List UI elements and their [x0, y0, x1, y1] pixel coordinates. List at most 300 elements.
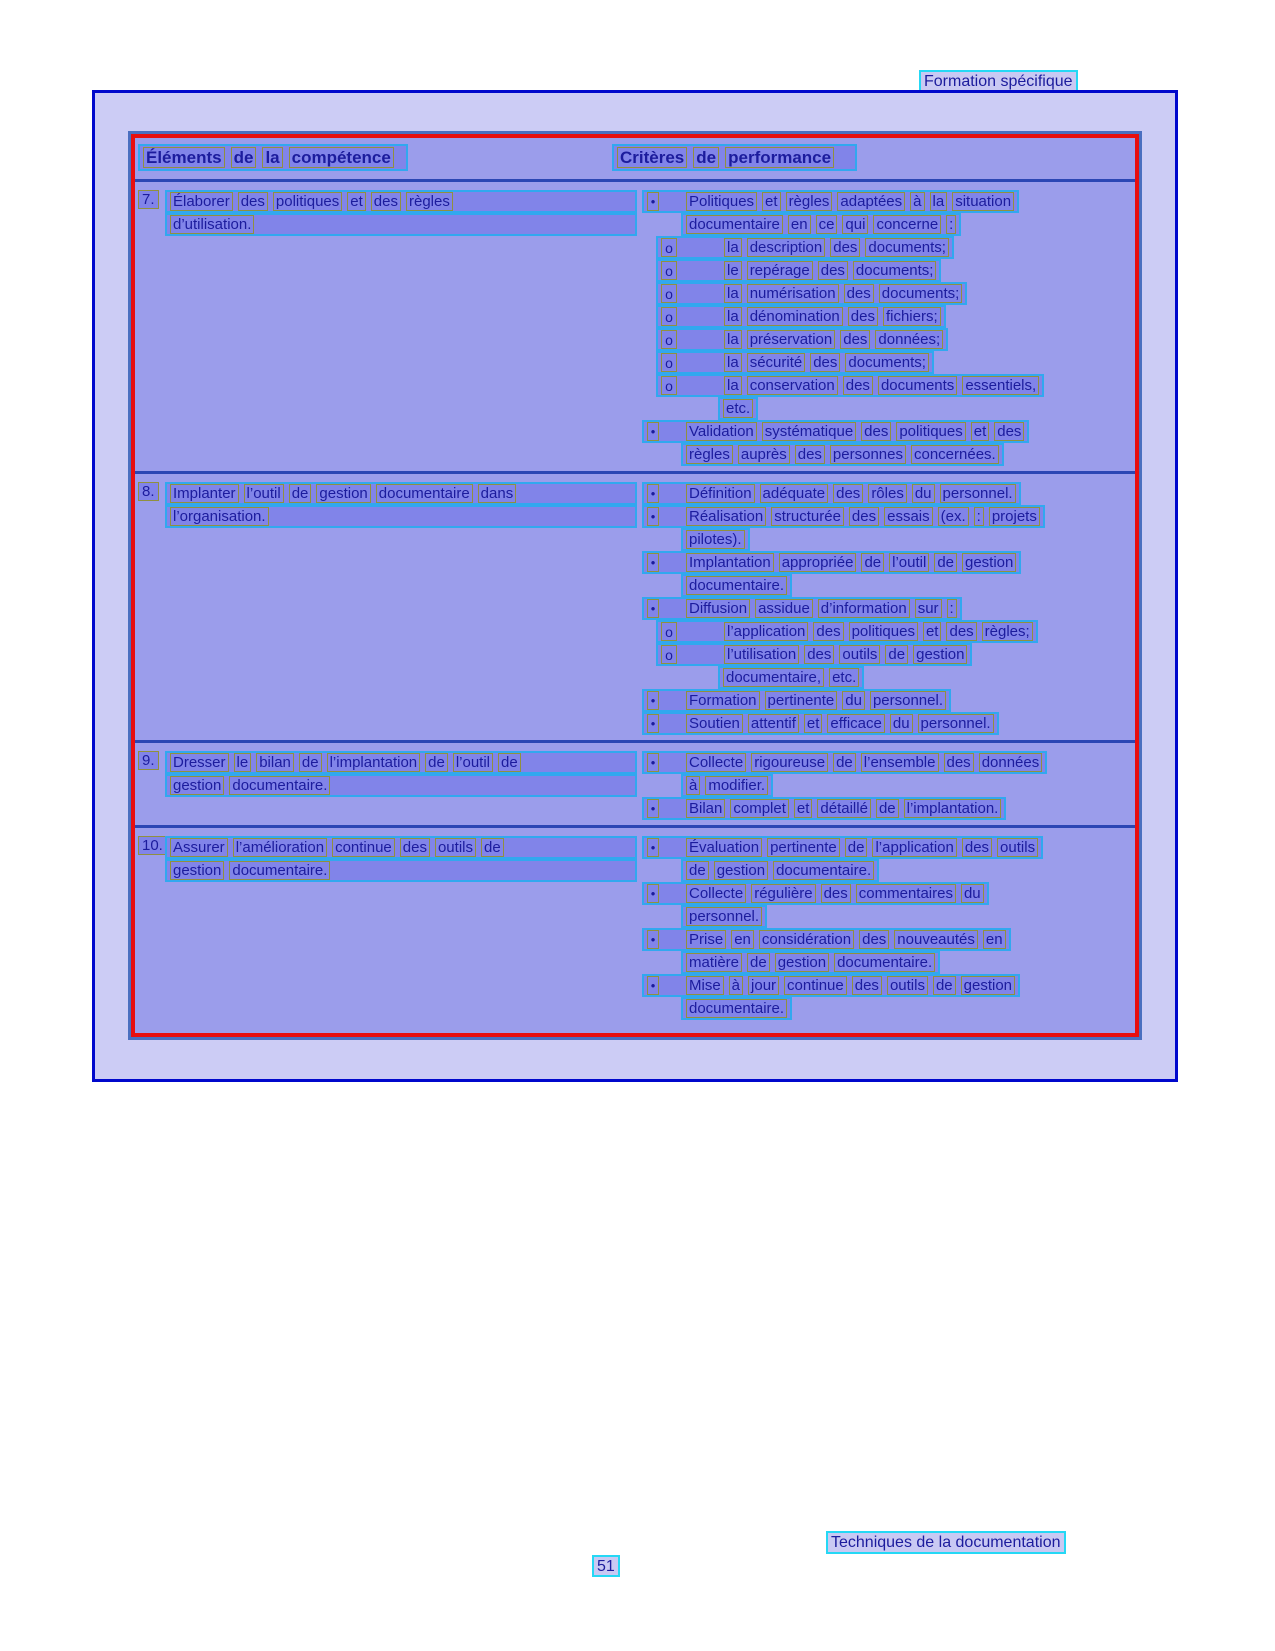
- word-box: en: [788, 215, 811, 234]
- word-box: documents: [878, 376, 957, 395]
- word-box: description: [747, 238, 826, 257]
- word-box: des: [821, 884, 851, 903]
- word-box: en: [983, 930, 1006, 949]
- word-box: Dresser: [170, 753, 229, 772]
- text-line: [642, 689, 951, 712]
- word-box: dénomination: [747, 307, 843, 326]
- word-box: politiques: [273, 192, 342, 211]
- word-box: documents;: [853, 261, 937, 280]
- word-box: de: [876, 799, 899, 818]
- word-box: de: [933, 976, 956, 995]
- word-box: règles: [406, 192, 453, 211]
- criteria-item: [642, 597, 1135, 620]
- text-line: [656, 282, 967, 305]
- word-box: Implanter: [170, 484, 239, 503]
- word-box: règles;: [982, 622, 1033, 641]
- text-line: [642, 836, 1043, 859]
- word-box: complet: [730, 799, 789, 818]
- text-line: [681, 774, 773, 797]
- word-box: des: [849, 507, 879, 526]
- bullet-marker-icon: •: [647, 799, 659, 818]
- word-box: Élaborer: [170, 192, 233, 211]
- criteria-item: [656, 236, 1135, 259]
- element-cell: [165, 482, 637, 528]
- competence-table: [128, 131, 1142, 1040]
- word-box: Collecte: [686, 753, 746, 772]
- header-elements: [138, 144, 408, 171]
- word-box: et: [347, 192, 366, 211]
- word-box: gestion: [961, 976, 1015, 995]
- word-box: l’amélioration: [233, 838, 327, 857]
- text-line: [718, 397, 758, 420]
- criteria-item: [642, 482, 1135, 505]
- bullet-marker-icon: •: [647, 422, 659, 441]
- word-box: outils: [887, 976, 928, 995]
- text-line: [656, 236, 954, 259]
- row-number: 9.: [138, 751, 159, 770]
- criteria-item: [656, 643, 1135, 689]
- word-box: gestion: [170, 776, 224, 795]
- word-box: politiques: [896, 422, 965, 441]
- criteria-item: [642, 505, 1135, 551]
- word-box: jour: [748, 976, 779, 995]
- word-box: documentaire.: [834, 953, 935, 972]
- word-box: des: [400, 838, 430, 857]
- word-box: de: [845, 838, 868, 857]
- word-box: Validation: [686, 422, 757, 441]
- word-box: gestion: [714, 861, 768, 880]
- bullet-marker-icon: •: [647, 753, 659, 772]
- criteria-item: [642, 420, 1135, 466]
- word-box: Critères: [617, 147, 687, 168]
- word-box: des: [238, 192, 268, 211]
- word-box: documentaire.: [686, 999, 787, 1018]
- word-box: Définition: [686, 484, 755, 503]
- word-box: des: [810, 353, 840, 372]
- table-row: [135, 743, 1135, 828]
- word-box: fichiers;: [883, 307, 941, 326]
- word-box: des: [830, 238, 860, 257]
- bullet-marker-icon: •: [647, 714, 659, 733]
- word-box: préservation: [747, 330, 836, 349]
- word-box: personnel.: [686, 907, 762, 926]
- criteria-item: [656, 305, 1135, 328]
- word-box: des: [946, 622, 976, 641]
- text-line: [681, 905, 767, 928]
- text-line: [165, 774, 637, 797]
- word-box: des: [848, 307, 878, 326]
- word-box: des: [813, 622, 843, 641]
- text-line: [165, 859, 637, 882]
- word-box: et: [923, 622, 942, 641]
- sub-bullet-marker-icon: o: [661, 307, 677, 326]
- word-box: concernées.: [911, 445, 999, 464]
- text-line: [656, 259, 941, 282]
- text-line: [642, 551, 1021, 574]
- word-box: des: [804, 645, 834, 664]
- word-box: la: [262, 147, 282, 168]
- word-box: Politiques: [686, 192, 757, 211]
- sub-bullet-marker-icon: o: [661, 645, 677, 664]
- word-box: compétence: [289, 147, 394, 168]
- criteria-item: [642, 551, 1135, 597]
- word-box: du: [890, 714, 913, 733]
- word-box: Diffusion: [686, 599, 750, 618]
- word-box: à: [910, 192, 924, 211]
- word-box: outils: [435, 838, 476, 857]
- element-cell: [165, 190, 637, 236]
- word-box: Implantation: [686, 553, 774, 572]
- word-box: assidue: [755, 599, 813, 618]
- word-box: des: [833, 484, 863, 503]
- criteria-item: [642, 882, 1135, 928]
- word-box: commentaires: [856, 884, 956, 903]
- word-box: bilan: [256, 753, 294, 772]
- word-box: Mise: [686, 976, 724, 995]
- word-box: des: [859, 930, 889, 949]
- table-rows: [135, 182, 1135, 1025]
- word-box: considération: [759, 930, 854, 949]
- word-box: pilotes).: [686, 530, 745, 549]
- word-box: adaptées: [837, 192, 905, 211]
- word-box: outils: [839, 645, 880, 664]
- word-box: :: [946, 215, 956, 234]
- word-box: Bilan: [686, 799, 725, 818]
- bullet-marker-icon: •: [647, 884, 659, 903]
- word-box: dans: [478, 484, 517, 503]
- word-box: concerne: [873, 215, 941, 234]
- word-box: l’implantation: [327, 753, 421, 772]
- word-box: documents;: [879, 284, 963, 303]
- word-box: l’outil: [453, 753, 493, 772]
- sub-bullet-marker-icon: o: [661, 261, 677, 280]
- word-box: essais: [884, 507, 933, 526]
- word-box: :: [947, 599, 957, 618]
- word-box: l’outil: [244, 484, 284, 503]
- word-box: de: [693, 147, 719, 168]
- word-box: l’implantation.: [904, 799, 1002, 818]
- criteria-cell: [642, 836, 1135, 1020]
- header-criteres: [612, 144, 857, 171]
- word-box: à: [686, 776, 700, 795]
- word-box: de: [299, 753, 322, 772]
- content-panel: [92, 90, 1178, 1082]
- criteria-item: [642, 190, 1135, 236]
- word-box: et: [971, 422, 990, 441]
- word-box: l’application: [724, 622, 808, 641]
- text-line: [642, 420, 1029, 443]
- bullet-marker-icon: •: [647, 691, 659, 710]
- word-box: données;: [875, 330, 943, 349]
- word-box: de: [425, 753, 448, 772]
- row-number: 10.: [138, 836, 167, 855]
- footer-label: Techniques de la documentation: [826, 1531, 1066, 1554]
- word-box: le: [724, 261, 742, 280]
- sub-bullet-marker-icon: o: [661, 238, 677, 257]
- word-box: nouveautés: [894, 930, 978, 949]
- word-box: Réalisation: [686, 507, 766, 526]
- criteria-item: [656, 259, 1135, 282]
- word-box: l’outil: [889, 553, 929, 572]
- word-box: gestion: [170, 861, 224, 880]
- word-box: la: [930, 192, 948, 211]
- criteria-item: [656, 374, 1135, 420]
- word-box: la: [724, 307, 742, 326]
- table-header-row: [135, 138, 1135, 182]
- word-box: situation: [952, 192, 1014, 211]
- text-line: [165, 213, 637, 236]
- word-box: :: [974, 507, 984, 526]
- word-box: documentaire.: [229, 776, 330, 795]
- word-box: régulière: [751, 884, 815, 903]
- word-box: Éléments: [143, 147, 225, 168]
- word-box: Prise: [686, 930, 726, 949]
- word-box: et: [762, 192, 781, 211]
- word-box: des: [840, 330, 870, 349]
- sub-bullet-marker-icon: o: [661, 622, 677, 641]
- word-box: du: [912, 484, 935, 503]
- word-box: gestion: [962, 553, 1016, 572]
- table-row: [135, 474, 1135, 743]
- text-line: [642, 751, 1047, 774]
- text-line: [642, 712, 999, 735]
- row-number: 8.: [138, 482, 159, 501]
- page-number: 51: [592, 1555, 620, 1577]
- table-row: [135, 182, 1135, 474]
- word-box: du: [961, 884, 984, 903]
- word-box: continue: [784, 976, 847, 995]
- criteria-item: [642, 797, 1135, 820]
- text-line: [642, 482, 1021, 505]
- word-box: rigoureuse: [751, 753, 828, 772]
- word-box: rôles: [868, 484, 907, 503]
- table-row: [135, 828, 1135, 1025]
- word-box: règles: [786, 192, 833, 211]
- word-box: des: [795, 445, 825, 464]
- word-box: performance: [725, 147, 834, 168]
- word-box: qui: [842, 215, 868, 234]
- criteria-item: [642, 836, 1135, 882]
- text-line: [656, 374, 1044, 397]
- word-box: l’organisation.: [170, 507, 269, 526]
- word-box: ce: [816, 215, 838, 234]
- row-number: 7.: [138, 190, 159, 209]
- word-box: numérisation: [747, 284, 839, 303]
- criteria-item: [642, 751, 1135, 797]
- word-box: Collecte: [686, 884, 746, 903]
- word-box: des: [818, 261, 848, 280]
- bullet-marker-icon: •: [647, 553, 659, 572]
- bullet-marker-icon: •: [647, 599, 659, 618]
- word-box: repérage: [747, 261, 813, 280]
- text-line: [656, 305, 946, 328]
- text-line: [165, 190, 637, 213]
- word-box: documents;: [845, 353, 929, 372]
- element-cell: [165, 836, 637, 882]
- bullet-marker-icon: •: [647, 192, 659, 211]
- word-box: des: [371, 192, 401, 211]
- word-box: matière: [686, 953, 742, 972]
- bullet-marker-icon: •: [647, 507, 659, 526]
- word-box: du: [842, 691, 865, 710]
- word-box: documentaire: [686, 215, 783, 234]
- word-box: documentaire: [376, 484, 473, 503]
- text-line: [656, 620, 1038, 643]
- word-box: à: [729, 976, 743, 995]
- criteria-cell: [642, 482, 1135, 735]
- word-box: la: [724, 284, 742, 303]
- text-line: [642, 974, 1020, 997]
- word-box: le: [234, 753, 252, 772]
- word-box: données: [979, 753, 1043, 772]
- word-box: règles: [686, 445, 733, 464]
- word-box: de: [747, 953, 770, 972]
- bullet-marker-icon: •: [647, 930, 659, 949]
- word-box: (ex.: [938, 507, 969, 526]
- word-box: gestion: [316, 484, 370, 503]
- word-box: l’utilisation: [724, 645, 799, 664]
- word-box: et: [804, 714, 823, 733]
- word-box: modifier.: [705, 776, 768, 795]
- word-box: de: [833, 753, 856, 772]
- element-cell: [165, 751, 637, 797]
- word-box: politiques: [849, 622, 918, 641]
- word-box: auprès: [738, 445, 790, 464]
- word-box: systématique: [762, 422, 856, 441]
- word-box: de: [498, 753, 521, 772]
- word-box: adéquate: [760, 484, 829, 503]
- word-box: personnel.: [940, 484, 1016, 503]
- bullet-marker-icon: •: [647, 976, 659, 995]
- word-box: personnel.: [918, 714, 994, 733]
- text-line: [681, 213, 961, 236]
- word-box: etc.: [723, 399, 753, 418]
- text-line: [642, 597, 962, 620]
- word-box: continue: [332, 838, 395, 857]
- word-box: d’information: [818, 599, 910, 618]
- text-line: [165, 751, 637, 774]
- word-box: des: [944, 753, 974, 772]
- word-box: l’application: [872, 838, 956, 857]
- top-label: Formation spécifique: [919, 70, 1078, 93]
- word-box: outils: [997, 838, 1038, 857]
- word-box: de: [481, 838, 504, 857]
- text-line: [656, 328, 948, 351]
- word-box: Assurer: [170, 838, 228, 857]
- bullet-marker-icon: •: [647, 484, 659, 503]
- word-box: Évaluation: [686, 838, 762, 857]
- word-box: pertinente: [767, 838, 840, 857]
- word-box: l’ensemble: [861, 753, 939, 772]
- word-box: structurée: [771, 507, 844, 526]
- word-box: projets: [989, 507, 1040, 526]
- sub-bullet-marker-icon: o: [661, 284, 677, 303]
- text-line: [165, 505, 637, 528]
- criteria-item: [642, 974, 1135, 1020]
- text-line: [642, 928, 1011, 951]
- word-box: Soutien: [686, 714, 743, 733]
- word-box: de: [861, 553, 884, 572]
- text-line: [681, 997, 792, 1020]
- text-line: [681, 859, 879, 882]
- text-line: [165, 836, 637, 859]
- text-line: [656, 643, 972, 666]
- word-box: la: [724, 353, 742, 372]
- word-box: des: [843, 376, 873, 395]
- word-box: la: [724, 330, 742, 349]
- word-box: personnel.: [870, 691, 946, 710]
- word-box: personnes: [830, 445, 906, 464]
- text-line: [642, 882, 989, 905]
- word-box: attentif: [748, 714, 799, 733]
- text-line: [681, 574, 792, 597]
- sub-bullet-marker-icon: o: [661, 376, 677, 395]
- word-box: d’utilisation.: [170, 215, 254, 234]
- word-box: sécurité: [747, 353, 806, 372]
- criteria-item: [656, 620, 1135, 643]
- word-box: etc.: [829, 668, 859, 687]
- word-box: de: [231, 147, 257, 168]
- word-box: pertinente: [765, 691, 838, 710]
- word-box: appropriée: [779, 553, 857, 572]
- word-box: documentaire.: [229, 861, 330, 880]
- criteria-item: [642, 689, 1135, 712]
- text-line: [681, 528, 750, 551]
- text-line: [165, 482, 637, 505]
- word-box: détaillé: [817, 799, 871, 818]
- word-box: de: [686, 861, 709, 880]
- criteria-item: [656, 351, 1135, 374]
- text-line: [656, 351, 934, 374]
- word-box: de: [934, 553, 957, 572]
- word-box: sur: [915, 599, 942, 618]
- sub-bullet-marker-icon: o: [661, 353, 677, 372]
- word-box: documentaire.: [773, 861, 874, 880]
- word-box: de: [885, 645, 908, 664]
- table-body: [131, 134, 1139, 1037]
- word-box: la: [724, 238, 742, 257]
- word-box: documentaire.: [686, 576, 787, 595]
- word-box: en: [731, 930, 754, 949]
- word-box: des: [852, 976, 882, 995]
- word-box: la: [724, 376, 742, 395]
- word-box: gestion: [913, 645, 967, 664]
- word-box: essentiels,: [962, 376, 1039, 395]
- text-line: [642, 190, 1019, 213]
- word-box: et: [794, 799, 813, 818]
- text-line: [642, 505, 1045, 528]
- word-box: documents;: [865, 238, 949, 257]
- text-line: [681, 443, 1004, 466]
- word-box: des: [844, 284, 874, 303]
- text-line: [718, 666, 864, 689]
- criteria-item: [642, 928, 1135, 974]
- criteria-cell: [642, 751, 1135, 820]
- word-box: des: [962, 838, 992, 857]
- word-box: documentaire,: [723, 668, 824, 687]
- criteria-cell: [642, 190, 1135, 466]
- word-box: de: [289, 484, 312, 503]
- criteria-item: [642, 712, 1135, 735]
- criteria-item: [656, 328, 1135, 351]
- criteria-item: [656, 282, 1135, 305]
- word-box: conservation: [747, 376, 838, 395]
- text-line: [681, 951, 940, 974]
- word-box: efficace: [827, 714, 884, 733]
- word-box: des: [994, 422, 1024, 441]
- word-box: Formation: [686, 691, 760, 710]
- text-line: [642, 797, 1006, 820]
